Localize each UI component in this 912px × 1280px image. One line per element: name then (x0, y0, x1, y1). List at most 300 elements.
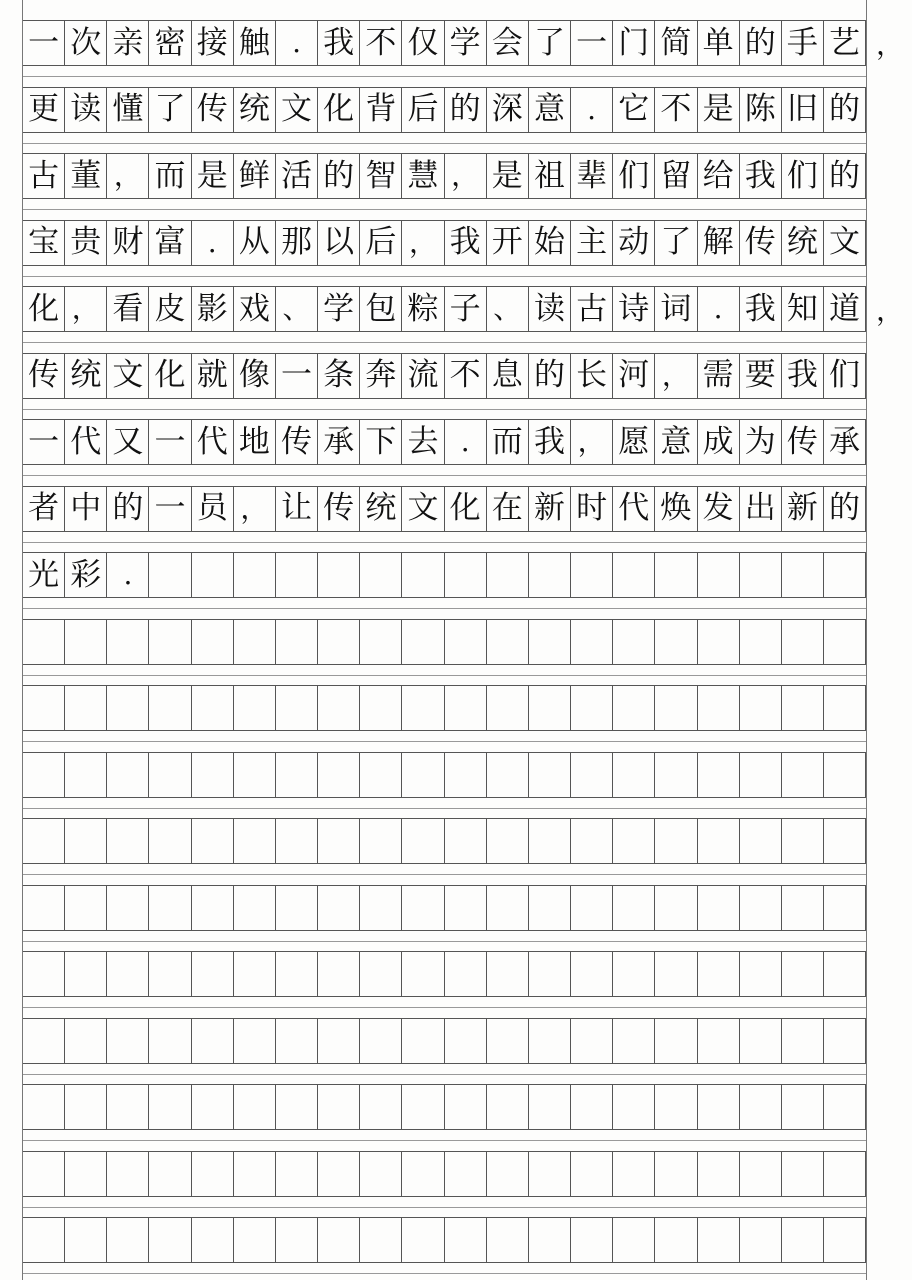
grid-cell (782, 686, 824, 730)
grid-cell: 影 (192, 287, 234, 331)
grid-cell (824, 686, 866, 730)
grid-row (22, 419, 866, 465)
grid-cell (655, 753, 697, 797)
grid-cell (65, 686, 107, 730)
grid-cell: 中 (65, 487, 107, 531)
grid-cell (276, 620, 318, 664)
grid-cell (613, 819, 655, 863)
grid-cell (234, 819, 276, 863)
grid-cell (234, 753, 276, 797)
grid-cell: 承 (318, 420, 360, 464)
grid-row (22, 1018, 866, 1064)
grid-cell (149, 1019, 191, 1063)
grid-cell: 流 (402, 354, 444, 398)
grid-row (22, 87, 866, 133)
grid-cell (318, 1152, 360, 1196)
grid-cell (529, 1218, 571, 1262)
grid-cell (65, 819, 107, 863)
grid-cell (65, 1019, 107, 1063)
grid-cell: ， (234, 487, 276, 531)
grid-cell (698, 686, 740, 730)
grid-cell: 以 (318, 221, 360, 265)
grid-cell (824, 753, 866, 797)
grid-cell: 的 (445, 88, 487, 132)
grid-cell: 新 (529, 487, 571, 531)
grid-cell: 道 (824, 287, 866, 331)
grid-cell (318, 1085, 360, 1129)
grid-cell: 诗 (613, 287, 655, 331)
grid-cell: 会 (487, 21, 529, 65)
grid-cell: 彩 (65, 553, 107, 597)
row-gap-line (22, 741, 866, 742)
grid-cell (698, 620, 740, 664)
grid-cell: 皮 (149, 287, 191, 331)
grid-cell: 、 (487, 287, 529, 331)
grid-cell: 包 (360, 287, 402, 331)
grid-cell: 意 (529, 88, 571, 132)
row-gap-line (22, 675, 866, 676)
grid-cell: 贵 (65, 221, 107, 265)
grid-cell: 留 (655, 154, 697, 198)
grid-cell: 的 (824, 154, 866, 198)
grid-cell: 文 (402, 487, 444, 531)
grid-cell (529, 1019, 571, 1063)
grid-cell (782, 753, 824, 797)
grid-cell (234, 686, 276, 730)
grid-cell: 为 (740, 420, 782, 464)
grid-cell (782, 819, 824, 863)
grid-cell: 代 (65, 420, 107, 464)
grid-cell (824, 952, 866, 996)
grid-cell: 亲 (107, 21, 149, 65)
grid-cell: 就 (192, 354, 234, 398)
grid-cell (276, 1019, 318, 1063)
grid-cell (107, 1019, 149, 1063)
grid-cell (234, 952, 276, 996)
grid-cell (740, 886, 782, 930)
grid-cell: 艺 (824, 21, 866, 65)
grid-row (22, 1084, 866, 1130)
grid-cell (402, 753, 444, 797)
grid-cell (655, 886, 697, 930)
grid-cell (487, 553, 529, 597)
grid-cell (107, 952, 149, 996)
grid-cell: 代 (192, 420, 234, 464)
grid-cell (23, 686, 65, 730)
grid-cell: 我 (318, 21, 360, 65)
row-gap-line (22, 409, 866, 410)
grid-cell: ， (402, 221, 444, 265)
right-border-rule (866, 0, 867, 1280)
grid-cell: 一 (571, 21, 613, 65)
grid-cell: 董 (65, 154, 107, 198)
grid-cell: 简 (655, 21, 697, 65)
grid-cell (824, 1085, 866, 1129)
grid-cell: 一 (149, 487, 191, 531)
grid-cell (192, 1085, 234, 1129)
grid-cell (613, 1019, 655, 1063)
grid-cell: 祖 (529, 154, 571, 198)
grid-cell (402, 553, 444, 597)
grid-cell (276, 819, 318, 863)
grid-cell: 统 (234, 88, 276, 132)
grid-cell: 读 (529, 287, 571, 331)
grid-cell: 条 (318, 354, 360, 398)
grid-cell (318, 753, 360, 797)
grid-cell (402, 1152, 444, 1196)
grid-cell: 不 (445, 354, 487, 398)
grid-cell (740, 753, 782, 797)
grid-cell (360, 819, 402, 863)
grid-cell (571, 952, 613, 996)
grid-cell (192, 1152, 234, 1196)
grid-cell: 要 (740, 354, 782, 398)
grid-cell: 一 (149, 420, 191, 464)
grid-cell (445, 952, 487, 996)
grid-cell (107, 1152, 149, 1196)
grid-cell: 不 (655, 88, 697, 132)
grid-cell (65, 620, 107, 664)
grid-cell: 息 (487, 354, 529, 398)
grid-cell (192, 553, 234, 597)
grid-cell (824, 553, 866, 597)
grid-cell: 下 (360, 420, 402, 464)
grid-cell (571, 1085, 613, 1129)
grid-cell (655, 620, 697, 664)
grid-cell: 背 (360, 88, 402, 132)
grid-cell (655, 819, 697, 863)
grid-cell (402, 1218, 444, 1262)
grid-cell (740, 553, 782, 597)
grid-cell (149, 753, 191, 797)
grid-cell: 触 (234, 21, 276, 65)
grid-cell (107, 620, 149, 664)
grid-cell (402, 819, 444, 863)
grid-cell (445, 620, 487, 664)
grid-cell: ， (571, 420, 613, 464)
grid-cell (487, 686, 529, 730)
grid-row (22, 153, 866, 199)
grid-row (22, 752, 866, 798)
grid-cell (529, 753, 571, 797)
grid-cell: 我 (740, 287, 782, 331)
grid-cell (318, 686, 360, 730)
grid-cell (23, 1152, 65, 1196)
grid-cell (402, 1019, 444, 1063)
grid-cell (149, 886, 191, 930)
grid-row (22, 286, 866, 332)
grid-cell: 了 (529, 21, 571, 65)
grid-cell: 需 (698, 354, 740, 398)
grid-cell (740, 1152, 782, 1196)
grid-cell: 而 (487, 420, 529, 464)
grid-cell: 词 (655, 287, 697, 331)
grid-cell (360, 753, 402, 797)
grid-cell (782, 1085, 824, 1129)
grid-cell (360, 620, 402, 664)
grid-row (22, 220, 866, 266)
grid-cell: 次 (65, 21, 107, 65)
grid-cell: 是 (192, 154, 234, 198)
grid-cell (65, 886, 107, 930)
grid-cell: 懂 (107, 88, 149, 132)
grid-cell (318, 1218, 360, 1262)
row-gap-line (22, 1273, 866, 1274)
grid-cell: 子 (445, 287, 487, 331)
grid-cell (360, 1085, 402, 1129)
grid-cell (655, 1218, 697, 1262)
grid-cell (782, 1019, 824, 1063)
grid-cell (698, 886, 740, 930)
grid-cell: 我 (782, 354, 824, 398)
row-gap-line (22, 941, 866, 942)
grid-cell: 河 (613, 354, 655, 398)
grid-cell: 是 (698, 88, 740, 132)
grid-cell: 让 (276, 487, 318, 531)
grid-cell: 成 (698, 420, 740, 464)
grid-cell (571, 1019, 613, 1063)
margin-punctuation: ， (876, 294, 905, 327)
grid-cell: 传 (318, 487, 360, 531)
grid-cell: 给 (698, 154, 740, 198)
grid-cell: 而 (149, 154, 191, 198)
grid-cell: 化 (318, 88, 360, 132)
grid-cell (234, 1218, 276, 1262)
grid-cell (107, 1085, 149, 1129)
grid-cell: 它 (613, 88, 655, 132)
grid-cell (318, 1019, 360, 1063)
grid-cell: 活 (276, 154, 318, 198)
grid-cell (318, 886, 360, 930)
grid-cell (740, 620, 782, 664)
grid-row (22, 818, 866, 864)
grid-cell (529, 620, 571, 664)
row-gap-line (22, 1207, 866, 1208)
grid-cell (149, 553, 191, 597)
grid-cell (318, 553, 360, 597)
grid-cell (234, 1152, 276, 1196)
grid-cell (276, 1152, 318, 1196)
grid-cell (107, 819, 149, 863)
grid-cell: ， (107, 154, 149, 198)
grid-cell: 知 (782, 287, 824, 331)
grid-cell (529, 553, 571, 597)
grid-cell: 是 (487, 154, 529, 198)
grid-cell (698, 1152, 740, 1196)
grid-cell: 动 (613, 221, 655, 265)
grid-cell (276, 553, 318, 597)
grid-cell (824, 886, 866, 930)
grid-row (22, 552, 866, 598)
grid-cell: 愿 (613, 420, 655, 464)
grid-cell (824, 1152, 866, 1196)
row-gap-line (22, 143, 866, 144)
row-gap-line (22, 1140, 866, 1141)
grid-cell: 又 (107, 420, 149, 464)
grid-cell (107, 1218, 149, 1262)
grid-cell (23, 1218, 65, 1262)
grid-cell: 一 (276, 354, 318, 398)
grid-cell (192, 753, 234, 797)
grid-row (22, 951, 866, 997)
grid-cell: 智 (360, 154, 402, 198)
grid-cell: 的 (318, 154, 360, 198)
grid-cell (613, 886, 655, 930)
grid-cell (23, 1085, 65, 1129)
grid-cell: 深 (487, 88, 529, 132)
grid-cell (276, 686, 318, 730)
grid-cell (149, 1085, 191, 1129)
row-gap-line (22, 475, 866, 476)
grid-cell (402, 886, 444, 930)
grid-cell: 单 (698, 21, 740, 65)
grid-cell (487, 1218, 529, 1262)
grid-cell (445, 753, 487, 797)
grid-cell: 化 (445, 487, 487, 531)
grid-cell (782, 1218, 824, 1262)
row-gap-line (22, 542, 866, 543)
grid-cell: 一 (23, 420, 65, 464)
grid-cell: 在 (487, 487, 529, 531)
grid-cell (529, 686, 571, 730)
grid-cell: . (698, 287, 740, 331)
grid-cell (740, 1019, 782, 1063)
grid-cell: 文 (276, 88, 318, 132)
grid-cell (402, 686, 444, 730)
grid-cell (613, 1085, 655, 1129)
grid-cell (23, 753, 65, 797)
grid-cell (318, 620, 360, 664)
grid-cell: . (192, 221, 234, 265)
grid-cell: 焕 (655, 487, 697, 531)
row-gap-line (22, 1007, 866, 1008)
grid-cell (655, 1152, 697, 1196)
grid-cell (318, 952, 360, 996)
grid-row (22, 685, 866, 731)
grid-cell (192, 1218, 234, 1262)
grid-cell (613, 620, 655, 664)
grid-cell: 承 (824, 420, 866, 464)
grid-cell: 们 (824, 354, 866, 398)
grid-cell (655, 1019, 697, 1063)
grid-cell: 学 (445, 21, 487, 65)
grid-cell: . (445, 420, 487, 464)
grid-cell (360, 886, 402, 930)
grid-cell (782, 886, 824, 930)
row-gap-line (22, 276, 866, 277)
grid-cell (107, 753, 149, 797)
grid-row (22, 353, 866, 399)
grid-cell: . (276, 21, 318, 65)
grid-cell (107, 686, 149, 730)
grid-cell (529, 952, 571, 996)
grid-cell: 化 (149, 354, 191, 398)
grid-cell (487, 819, 529, 863)
grid-cell (571, 620, 613, 664)
grid-cell (529, 886, 571, 930)
grid-cell (192, 819, 234, 863)
grid-cell: 了 (655, 221, 697, 265)
grid-cell (23, 819, 65, 863)
grid-cell (613, 553, 655, 597)
grid-cell (487, 1152, 529, 1196)
grid-cell: 开 (487, 221, 529, 265)
grid-cell (234, 886, 276, 930)
grid-cell (360, 553, 402, 597)
grid-cell: ， (445, 154, 487, 198)
grid-cell: 员 (192, 487, 234, 531)
grid-cell: 出 (740, 487, 782, 531)
grid-cell (613, 952, 655, 996)
grid-cell (740, 819, 782, 863)
grid-cell (276, 753, 318, 797)
grid-cell: 的 (824, 487, 866, 531)
grid-cell: 的 (529, 354, 571, 398)
grid-cell: 更 (23, 88, 65, 132)
grid-cell (192, 886, 234, 930)
grid-cell (655, 553, 697, 597)
grid-cell (445, 1152, 487, 1196)
grid-cell: 统 (65, 354, 107, 398)
grid-cell: 我 (445, 221, 487, 265)
grid-cell (149, 1218, 191, 1262)
grid-cell (824, 1218, 866, 1262)
grid-cell: 接 (192, 21, 234, 65)
grid-cell (698, 952, 740, 996)
grid-cell (613, 1152, 655, 1196)
grid-cell: 们 (782, 154, 824, 198)
grid-cell (276, 1218, 318, 1262)
grid-cell: 后 (402, 88, 444, 132)
grid-cell: 的 (107, 487, 149, 531)
grid-cell: 富 (149, 221, 191, 265)
grid-cell: 主 (571, 221, 613, 265)
grid-cell (445, 819, 487, 863)
grid-cell (782, 1152, 824, 1196)
grid-row (22, 619, 866, 665)
grid-cell (782, 553, 824, 597)
grid-cell (487, 952, 529, 996)
grid-cell (234, 1019, 276, 1063)
grid-cell (149, 952, 191, 996)
grid-cell (445, 1218, 487, 1262)
grid-cell: 传 (782, 420, 824, 464)
grid-cell: 地 (234, 420, 276, 464)
grid-cell: 不 (360, 21, 402, 65)
grid-cell (698, 819, 740, 863)
grid-cell: 时 (571, 487, 613, 531)
grid-cell: 宝 (23, 221, 65, 265)
grid-cell (402, 620, 444, 664)
grid-cell (65, 753, 107, 797)
grid-cell (571, 1152, 613, 1196)
grid-cell: 后 (360, 221, 402, 265)
grid-cell (487, 620, 529, 664)
grid-cell (698, 553, 740, 597)
grid-cell: ， (65, 287, 107, 331)
grid-cell (740, 1085, 782, 1129)
grid-cell (655, 1085, 697, 1129)
grid-cell (571, 553, 613, 597)
grid-cell (65, 1085, 107, 1129)
grid-cell (740, 686, 782, 730)
grid-cell: ， (655, 354, 697, 398)
grid-cell: 传 (276, 420, 318, 464)
grid-cell (23, 620, 65, 664)
grid-cell (360, 1152, 402, 1196)
row-gap-line (22, 608, 866, 609)
grid-cell (107, 886, 149, 930)
